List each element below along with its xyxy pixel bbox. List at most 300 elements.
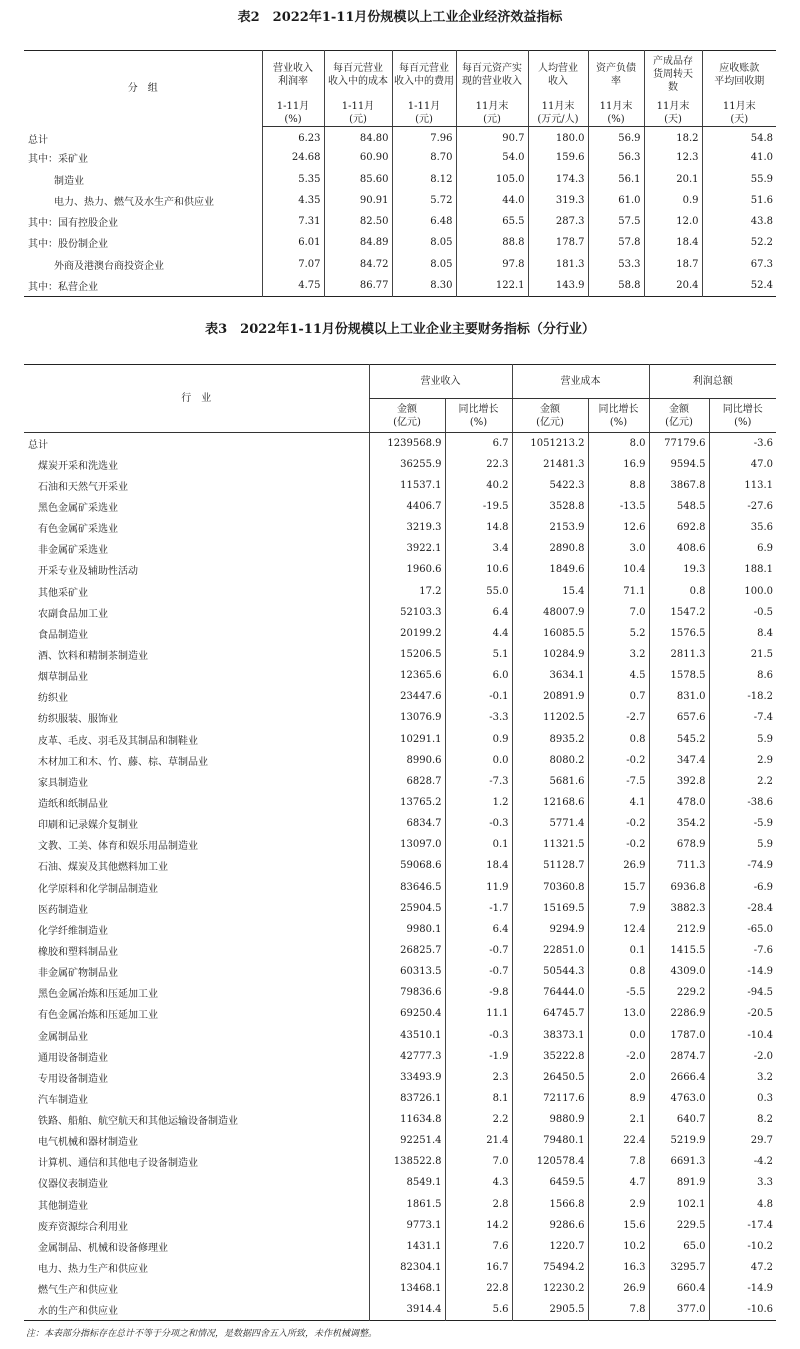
column-header xyxy=(588,51,644,99)
row-name: 化学纤维制造业 xyxy=(38,925,108,937)
cell-value: 92251.4 xyxy=(369,1130,445,1151)
sub-column-label: 同比增长 xyxy=(722,403,763,415)
table-row xyxy=(24,1278,776,1299)
cell-value: 120578.4 xyxy=(512,1151,588,1172)
cell-value: 0.8 xyxy=(588,961,649,982)
cell-value: 678.9 xyxy=(649,834,709,855)
cell-value: 9294.9 xyxy=(512,919,588,940)
cell-value: 2811.3 xyxy=(649,644,709,665)
cell-value: -10.2 xyxy=(709,1236,776,1257)
row-name: 医药制造业 xyxy=(38,904,88,916)
row-name: 非金属矿采选业 xyxy=(38,545,108,557)
cell-value: -2.7 xyxy=(588,707,649,728)
cell-value: 347.4 xyxy=(649,750,709,771)
column-period: 11月末 xyxy=(599,100,633,112)
row-name: 制造业 xyxy=(54,175,84,187)
cell-value: 84.72 xyxy=(324,254,392,275)
cell-value: 113.1 xyxy=(709,475,776,496)
cell-value: -0.5 xyxy=(709,602,776,623)
cell-value: 1.2 xyxy=(445,792,512,813)
cell-value: 65.0 xyxy=(649,1236,709,1257)
cell-value: -38.6 xyxy=(709,792,776,813)
footnote: 注：本表部分指标存在总计不等于分项之和情况，是数据四舍五入所致，未作机械调整。 xyxy=(26,1329,378,1339)
cell-value: 100.0 xyxy=(709,580,776,601)
cell-value: 14.8 xyxy=(445,517,512,538)
column-unit-label: (天) xyxy=(730,113,749,125)
column-unit xyxy=(324,99,392,127)
row-name: 有色金属矿采选业 xyxy=(38,524,118,536)
cell-value: 18.4 xyxy=(445,855,512,876)
cell-value: 85.60 xyxy=(324,169,392,190)
cell-value: -19.5 xyxy=(445,496,512,517)
cell-value: 9880.9 xyxy=(512,1109,588,1130)
cell-value: 548.5 xyxy=(649,496,709,517)
cell-value: 2.2 xyxy=(709,771,776,792)
cell-value: 8.05 xyxy=(392,254,456,275)
table-row xyxy=(24,686,776,707)
table-row xyxy=(24,1299,776,1320)
cell-value: 2.3 xyxy=(445,1067,512,1088)
column-period: 11月末 xyxy=(475,100,509,112)
cell-value: 3528.8 xyxy=(512,496,588,517)
table-row xyxy=(24,1151,776,1172)
cell-value: 22851.0 xyxy=(512,940,588,961)
cell-value: 52.4 xyxy=(702,275,776,296)
sub-column-label: 金额 xyxy=(669,403,689,415)
cell-value: 13.0 xyxy=(588,1003,649,1024)
cell-value: 1239568.9 xyxy=(369,433,445,454)
cell-value: 90.7 xyxy=(456,126,528,147)
cell-value: 15.6 xyxy=(588,1215,649,1236)
cell-value: 1960.6 xyxy=(369,559,445,580)
cell-value: 56.1 xyxy=(588,169,644,190)
column-period: 1-11月 xyxy=(341,100,375,112)
cell-value: 8990.6 xyxy=(369,750,445,771)
cell-value: 545.2 xyxy=(649,728,709,749)
cell-value: 0.7 xyxy=(588,686,649,707)
cell-value: 354.2 xyxy=(649,813,709,834)
group-header: 利润总额 xyxy=(649,365,776,399)
cell-value: 12.6 xyxy=(588,517,649,538)
cell-value: 0.1 xyxy=(445,834,512,855)
column-header-line: 收入中的成本 xyxy=(328,75,388,87)
table-row xyxy=(24,147,776,168)
cell-value: 2874.7 xyxy=(649,1046,709,1067)
cell-value: 48007.9 xyxy=(512,602,588,623)
cell-value: 5.9 xyxy=(709,728,776,749)
row-name: 汽车制造业 xyxy=(38,1094,88,1106)
cell-value: 24.68 xyxy=(262,147,324,168)
cell-value: 3.2 xyxy=(709,1067,776,1088)
row-name: 木材加工和木、竹、藤、棕、草制品业 xyxy=(38,756,208,768)
table-row xyxy=(24,538,776,559)
cell-value: 17.2 xyxy=(369,580,445,601)
cell-value: 5422.3 xyxy=(512,475,588,496)
cell-value: 2666.4 xyxy=(649,1067,709,1088)
cell-value: 2.2 xyxy=(445,1109,512,1130)
cell-value: -7.4 xyxy=(709,707,776,728)
cell-value: 9286.6 xyxy=(512,1215,588,1236)
cell-value: 16.9 xyxy=(588,454,649,475)
cell-value: 3922.1 xyxy=(369,538,445,559)
row-name: 开采专业及辅助性活动 xyxy=(38,566,138,578)
cell-value: 21481.3 xyxy=(512,454,588,475)
cell-value: 71.1 xyxy=(588,580,649,601)
cell-value: -0.3 xyxy=(445,813,512,834)
cell-value: 0.0 xyxy=(588,1024,649,1045)
cell-value: 392.8 xyxy=(649,771,709,792)
column-header-line: 人均营业 xyxy=(538,62,578,74)
cell-value: 8080.2 xyxy=(512,750,588,771)
cell-value: -10.6 xyxy=(709,1299,776,1320)
cell-value: 44.0 xyxy=(456,190,528,211)
sub-column-header xyxy=(709,399,776,433)
cell-value: 82304.1 xyxy=(369,1257,445,1278)
cell-value: 21.4 xyxy=(445,1130,512,1151)
row-name: 金属制品、机械和设备修理业 xyxy=(38,1242,168,1254)
table-row xyxy=(24,1236,776,1257)
row-name: 其中：股份制企业 xyxy=(28,239,108,251)
cell-value: 5.2 xyxy=(588,623,649,644)
cell-value: 15169.5 xyxy=(512,898,588,919)
table-row xyxy=(24,919,776,940)
table-row xyxy=(24,728,776,749)
table-row xyxy=(24,940,776,961)
cell-value: 11202.5 xyxy=(512,707,588,728)
cell-value: 7.07 xyxy=(262,254,324,275)
row-name: 石油、煤炭及其他燃料加工业 xyxy=(38,862,168,874)
cell-value: 82.50 xyxy=(324,211,392,232)
cell-value: 43510.1 xyxy=(369,1024,445,1045)
cell-value: 4.35 xyxy=(262,190,324,211)
cell-value: 143.9 xyxy=(528,275,588,296)
cell-value: -0.2 xyxy=(588,750,649,771)
cell-value: 2.1 xyxy=(588,1109,649,1130)
column-header xyxy=(528,51,588,99)
cell-value: 26825.7 xyxy=(369,940,445,961)
row-name: 其中：私营企业 xyxy=(28,281,98,293)
cell-value: 1220.7 xyxy=(512,1236,588,1257)
column-header-line: 平均回收期 xyxy=(714,75,765,87)
column-header-line: 资产负债 xyxy=(596,62,636,74)
cell-value: 84.89 xyxy=(324,232,392,253)
cell-value: 86.77 xyxy=(324,275,392,296)
cell-value: 23447.6 xyxy=(369,686,445,707)
row-name: 燃气生产和供应业 xyxy=(38,1285,118,1297)
cell-value: 1861.5 xyxy=(369,1194,445,1215)
row-name: 烟草制品业 xyxy=(38,672,88,684)
cell-value: 14.2 xyxy=(445,1215,512,1236)
column-header-line: 产成品存 xyxy=(653,56,693,68)
sub-column-unit: (亿元) xyxy=(393,416,421,428)
cell-value: 4.4 xyxy=(445,623,512,644)
sub-column-label: 同比增长 xyxy=(458,403,499,415)
table-row xyxy=(24,1215,776,1236)
cell-value: 8549.1 xyxy=(369,1172,445,1193)
table-row xyxy=(24,1194,776,1215)
table3 xyxy=(24,364,776,1321)
cell-value: 3867.8 xyxy=(649,475,709,496)
cell-value: 8.9 xyxy=(588,1088,649,1109)
table-row xyxy=(24,1024,776,1045)
row-name: 非金属矿物制品业 xyxy=(38,968,118,980)
cell-value: 13765.2 xyxy=(369,792,445,813)
cell-value: 40.2 xyxy=(445,475,512,496)
row-name: 其他制造业 xyxy=(38,1200,88,1212)
cell-value: 4.75 xyxy=(262,275,324,296)
cell-value: -28.4 xyxy=(709,898,776,919)
table-row xyxy=(24,898,776,919)
cell-value: 20.4 xyxy=(644,275,702,296)
cell-value: 10291.1 xyxy=(369,728,445,749)
cell-value: 6.4 xyxy=(445,602,512,623)
cell-value: 7.31 xyxy=(262,211,324,232)
cell-value: -2.0 xyxy=(709,1046,776,1067)
cell-value: 8.6 xyxy=(709,665,776,686)
column-unit-label: (元) xyxy=(483,113,501,125)
cell-value: 7.9 xyxy=(588,898,649,919)
row-name: 黑色金属矿采选业 xyxy=(38,502,118,514)
column-unit xyxy=(528,99,588,127)
cell-value: 6691.3 xyxy=(649,1151,709,1172)
cell-value: 0.0 xyxy=(445,750,512,771)
cell-value: 159.6 xyxy=(528,147,588,168)
column-header xyxy=(702,51,776,99)
cell-value: 15206.5 xyxy=(369,644,445,665)
sub-column-header xyxy=(369,399,445,433)
row-name: 纺织服装、服饰业 xyxy=(38,714,118,726)
cell-value: 1566.8 xyxy=(512,1194,588,1215)
row-name: 铁路、船舶、航空航天和其他运输设备制造业 xyxy=(38,1116,238,1128)
row-name: 废弃资源综合利用业 xyxy=(38,1221,128,1233)
cell-value: 26.9 xyxy=(588,855,649,876)
cell-value: -5.9 xyxy=(709,813,776,834)
group-header: 分 组 xyxy=(127,83,158,94)
table-row xyxy=(24,275,776,296)
cell-value: 3.2 xyxy=(588,644,649,665)
cell-value: 1849.6 xyxy=(512,559,588,580)
column-header-line: 现的营业收入 xyxy=(462,75,522,87)
cell-value: -7.6 xyxy=(709,940,776,961)
cell-value: 3.3 xyxy=(709,1172,776,1193)
cell-value: 65.5 xyxy=(456,211,528,232)
cell-value: 47.2 xyxy=(709,1257,776,1278)
table-row xyxy=(24,1172,776,1193)
group-header: 营业收入 xyxy=(369,365,512,399)
row-name: 酒、饮料和精制茶制造业 xyxy=(38,650,148,662)
cell-value: 11.9 xyxy=(445,876,512,897)
row-name: 电气机械和器材制造业 xyxy=(38,1137,138,1149)
cell-value: 90.91 xyxy=(324,190,392,211)
industry-header: 行 业 xyxy=(24,365,369,433)
sub-column-header xyxy=(445,399,512,433)
row-name: 石油和天然气开采业 xyxy=(38,481,128,493)
cell-value: 7.8 xyxy=(588,1299,649,1320)
cell-value: 26.9 xyxy=(588,1278,649,1299)
column-header xyxy=(324,51,392,99)
cell-value: 22.8 xyxy=(445,1278,512,1299)
column-period: 11月末 xyxy=(541,100,575,112)
cell-value: 79480.1 xyxy=(512,1130,588,1151)
cell-value: 18.7 xyxy=(644,254,702,275)
cell-value: 19.3 xyxy=(649,559,709,580)
cell-value: -0.1 xyxy=(445,686,512,707)
row-name: 总计 xyxy=(28,134,48,146)
cell-value: -7.5 xyxy=(588,771,649,792)
cell-value: 4.1 xyxy=(588,792,649,813)
column-unit-label: (%) xyxy=(607,113,625,125)
cell-value: 8935.2 xyxy=(512,728,588,749)
cell-value: 188.1 xyxy=(709,559,776,580)
cell-value: 53.3 xyxy=(588,254,644,275)
cell-value: 8.05 xyxy=(392,232,456,253)
cell-value: 56.9 xyxy=(588,126,644,147)
table-row xyxy=(24,623,776,644)
row-name: 其中：国有控股企业 xyxy=(28,218,118,230)
cell-value: 11321.5 xyxy=(512,834,588,855)
table-row xyxy=(24,475,776,496)
cell-value: 2.8 xyxy=(445,1194,512,1215)
column-header-line: 营业收入 xyxy=(273,62,313,74)
cell-value: 2.9 xyxy=(588,1194,649,1215)
sub-column-label: 金额 xyxy=(397,403,417,415)
cell-value: -2.0 xyxy=(588,1046,649,1067)
cell-value: 56.3 xyxy=(588,147,644,168)
table-row xyxy=(24,982,776,1003)
cell-value: 61.0 xyxy=(588,190,644,211)
table-row xyxy=(24,750,776,771)
row-name: 仪器仪表制造业 xyxy=(38,1179,108,1191)
cell-value: 13097.0 xyxy=(369,834,445,855)
group-header: 营业成本 xyxy=(512,365,649,399)
cell-value: 657.6 xyxy=(649,707,709,728)
column-header-line: 每百元营业 xyxy=(333,62,383,74)
cell-value: 16085.5 xyxy=(512,623,588,644)
cell-value: 212.9 xyxy=(649,919,709,940)
table-row xyxy=(24,1046,776,1067)
sub-column-unit: (%) xyxy=(469,416,488,428)
row-name: 造纸和纸制品业 xyxy=(38,798,108,810)
cell-value: -5.5 xyxy=(588,982,649,1003)
cell-value: 33493.9 xyxy=(369,1067,445,1088)
cell-value: -1.9 xyxy=(445,1046,512,1067)
cell-value: -0.7 xyxy=(445,940,512,961)
row-name: 计算机、通信和其他电子设备制造业 xyxy=(38,1158,198,1170)
cell-value: 5.1 xyxy=(445,644,512,665)
cell-value: 21.5 xyxy=(709,644,776,665)
column-unit xyxy=(702,99,776,127)
column-header-line: 数 xyxy=(668,82,678,94)
cell-value: 122.1 xyxy=(456,275,528,296)
cell-value: 18.4 xyxy=(644,232,702,253)
table-row xyxy=(24,232,776,253)
cell-value: 36255.9 xyxy=(369,454,445,475)
cell-value: 1787.0 xyxy=(649,1024,709,1045)
row-name: 文教、工美、体育和娱乐用品制造业 xyxy=(38,841,198,853)
table-row xyxy=(24,496,776,517)
table-row xyxy=(24,1109,776,1130)
table-row xyxy=(24,1088,776,1109)
column-unit xyxy=(392,99,456,127)
cell-value: 6.0 xyxy=(445,665,512,686)
cell-value: 7.6 xyxy=(445,1236,512,1257)
cell-value: 180.0 xyxy=(528,126,588,147)
cell-value: -10.4 xyxy=(709,1024,776,1045)
column-header xyxy=(392,51,456,99)
cell-value: 640.7 xyxy=(649,1109,709,1130)
cell-value: 47.0 xyxy=(709,454,776,475)
column-header-line: 利润率 xyxy=(278,75,308,87)
cell-value: 6.7 xyxy=(445,433,512,454)
cell-value: -17.4 xyxy=(709,1215,776,1236)
row-name: 农副食品加工业 xyxy=(38,608,108,620)
cell-value: 319.3 xyxy=(528,190,588,211)
cell-value: 5.35 xyxy=(262,169,324,190)
cell-value: -13.5 xyxy=(588,496,649,517)
cell-value: 5219.9 xyxy=(649,1130,709,1151)
column-unit-label: (万元/人) xyxy=(537,113,579,125)
column-period: 1-11月 xyxy=(407,100,441,112)
cell-value: 102.1 xyxy=(649,1194,709,1215)
column-header xyxy=(456,51,528,99)
cell-value: 20199.2 xyxy=(369,623,445,644)
cell-value: 10.4 xyxy=(588,559,649,580)
row-name: 通用设备制造业 xyxy=(38,1052,108,1064)
column-period: 11月末 xyxy=(722,100,756,112)
column-header xyxy=(262,51,324,99)
cell-value: 12230.2 xyxy=(512,1278,588,1299)
cell-value: 12.3 xyxy=(644,147,702,168)
column-header-line: 每百元资产实 xyxy=(462,62,522,74)
cell-value: 1578.5 xyxy=(649,665,709,686)
cell-value: 50544.3 xyxy=(512,961,588,982)
cell-value: 26450.5 xyxy=(512,1067,588,1088)
row-name: 纺织业 xyxy=(38,693,68,705)
cell-value: 0.9 xyxy=(445,728,512,749)
row-name: 有色金属冶炼和压延加工业 xyxy=(38,1010,158,1022)
cell-value: 72117.6 xyxy=(512,1088,588,1109)
cell-value: 83646.5 xyxy=(369,876,445,897)
cell-value: 8.30 xyxy=(392,275,456,296)
column-unit-label: (%) xyxy=(284,113,302,125)
table-row xyxy=(24,855,776,876)
cell-value: -27.6 xyxy=(709,496,776,517)
cell-value: 60.90 xyxy=(324,147,392,168)
cell-value: 3.4 xyxy=(445,538,512,559)
table-row xyxy=(24,1130,776,1151)
cell-value: 55.0 xyxy=(445,580,512,601)
cell-value: 692.8 xyxy=(649,517,709,538)
row-name: 电力、热力生产和供应业 xyxy=(38,1264,148,1276)
cell-value: 8.8 xyxy=(588,475,649,496)
cell-value: -65.0 xyxy=(709,919,776,940)
row-name: 家具制造业 xyxy=(38,777,88,789)
cell-value: 6.48 xyxy=(392,211,456,232)
cell-value: 660.4 xyxy=(649,1278,709,1299)
cell-value: 6459.5 xyxy=(512,1172,588,1193)
cell-value: 76444.0 xyxy=(512,982,588,1003)
row-name: 电力、热力、燃气及水生产和供应业 xyxy=(54,196,214,208)
cell-value: 8.2 xyxy=(709,1109,776,1130)
table-row xyxy=(24,876,776,897)
cell-value: 9594.5 xyxy=(649,454,709,475)
table-row xyxy=(24,1003,776,1024)
cell-value: 51.6 xyxy=(702,190,776,211)
cell-value: 97.8 xyxy=(456,254,528,275)
cell-value: 178.7 xyxy=(528,232,588,253)
cell-value: 181.3 xyxy=(528,254,588,275)
cell-value: 6834.7 xyxy=(369,813,445,834)
